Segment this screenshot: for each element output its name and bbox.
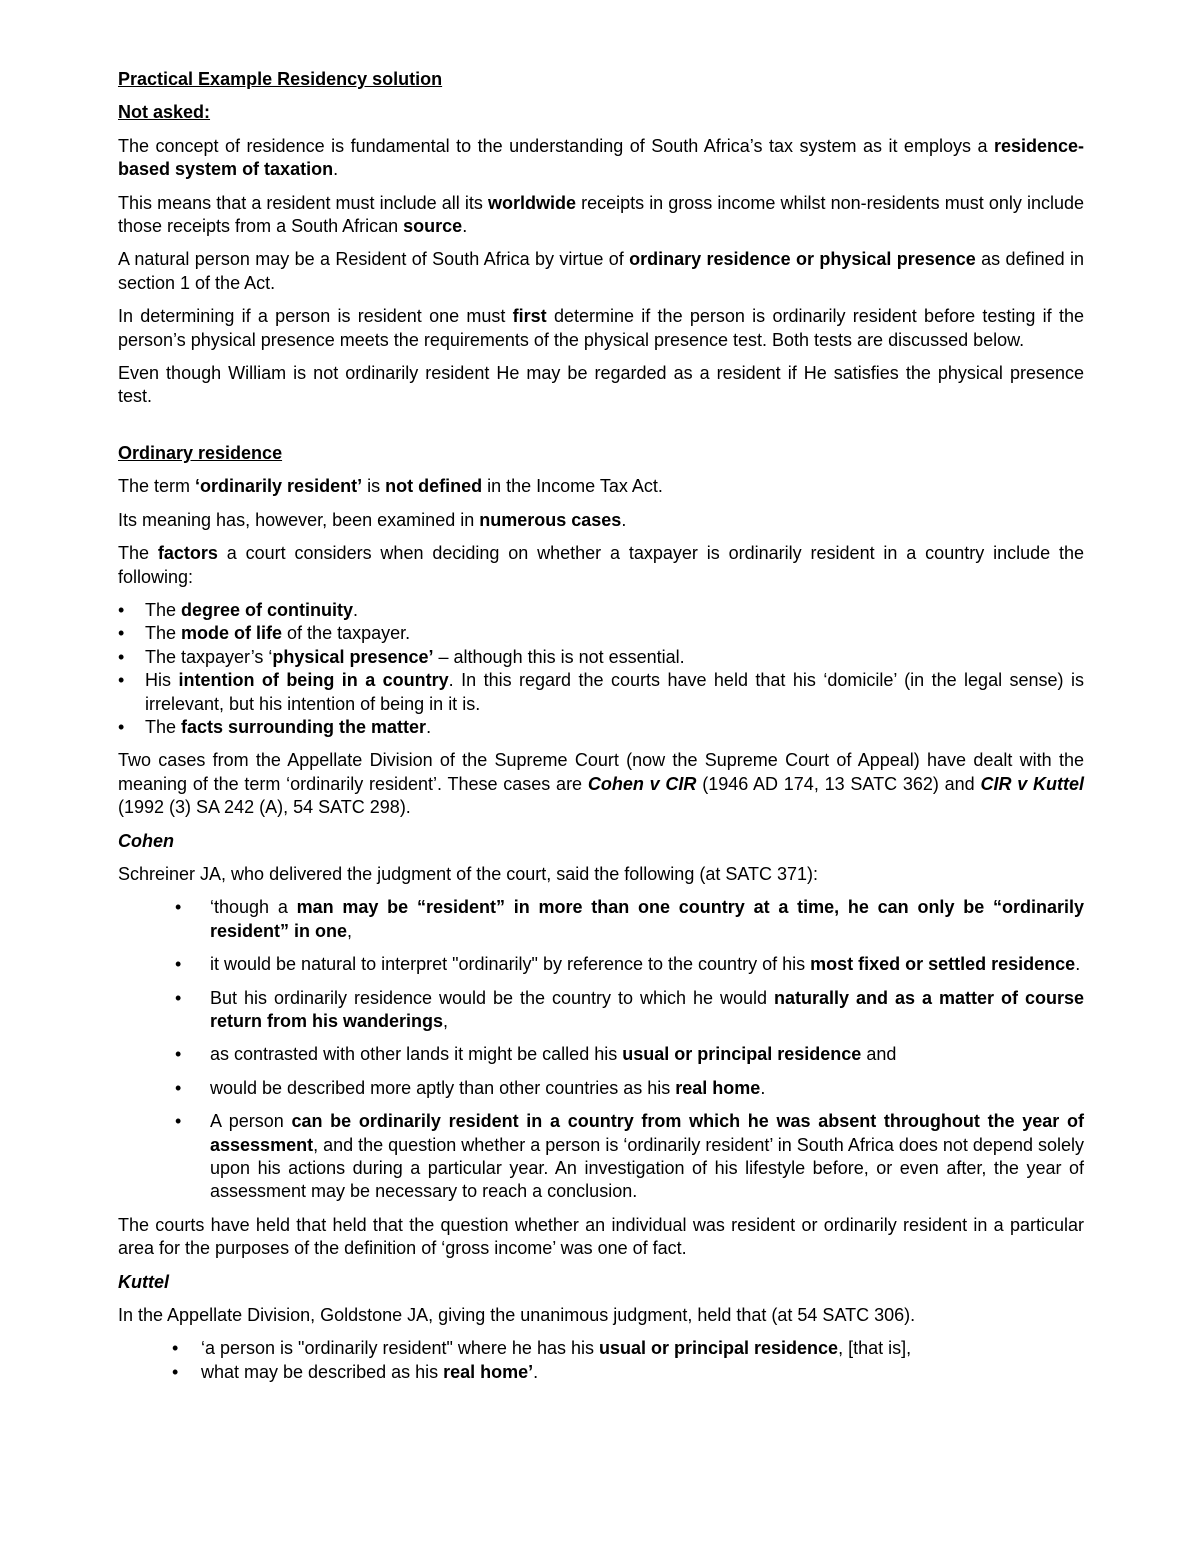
cohen-point-item: • A person can be ordinarily resident in a country from which he was absent throughout the year of assessment, and the question whether a person is ‘ordinarily resident’ in South Africa does not depend solely upon his actions during a particular year. An investigation of his lifestyle before, or even after, the year of assessment may be necessary to reach a conclusion.: [118, 1110, 1084, 1204]
intro-paragraph: The concept of residence is fundamental to the understanding of South Africa’s tax system as it employs a residence-based system of taxation.: [118, 135, 1084, 180]
not-asked-heading: Not asked:: [118, 102, 211, 123]
factor-list-item: • His intention of being in a country. In this regard the courts have held that his ‘domicile’ (in the legal sense) is irrelevant, but his intention of being in it is.: [118, 669, 1084, 716]
cohen-heading: Cohen: [118, 830, 174, 851]
intro-section: [118, 135, 1084, 409]
intro-paragraph: Even though William is not ordinarily resident He may be regarded as a resident if He satisfies the physical presence test.: [118, 363, 1084, 407]
factor-list-item: • The degree of continuity.: [118, 599, 1084, 622]
courts-paragraph: The courts have held that held that the question whether an individual was resident or ordinarily resident in a particular area for the purposes of the definition of ‘gross income’ was one of fact.: [118, 1214, 1084, 1259]
cohen-point-item: • would be described more aptly than other countries as his real home.: [118, 1077, 1084, 1100]
cohen-point-item: • ‘though a man may be “resident” in more than one country at a time, he can only be “ordinarily resident” in one,: [118, 896, 1084, 943]
kuttel-heading: Kuttel: [118, 1271, 169, 1292]
intro-paragraph: A natural person may be a Resident of South Africa by virtue of ordinary residence or physical presence as defined in section 1 of the Act.: [118, 249, 1084, 293]
cohen-points-list: [118, 896, 1084, 1203]
factors-list: [118, 599, 1084, 739]
cohen-point-item: • as contrasted with other lands it might be called his usual or principal residence and: [118, 1043, 1084, 1066]
factor-list-item: • The mode of life of the taxpayer.: [118, 622, 1084, 645]
ordinary-paragraph: Its meaning has, however, been examined in numerous cases.: [118, 509, 627, 530]
ordinary-paragraph: The factors a court considers when deciding on whether a taxpayer is ordinarily resident in a country include the following:: [118, 543, 1084, 587]
cohen-intro: Schreiner JA, who delivered the judgment of the court, said the following (at SATC 371):: [118, 863, 819, 884]
ordinary-residence-heading: Ordinary residence: [118, 442, 283, 463]
cohen-point-item: • it would be natural to interpret "ordinarily" by reference to the country of his most fixed or settled residence.: [118, 953, 1084, 976]
factor-list-item: • The facts surrounding the matter.: [118, 716, 1084, 739]
factor-list-item: • The taxpayer’s ‘physical presence’ – although this is not essential.: [118, 646, 1084, 669]
intro-paragraph: In determining if a person is resident one must first determine if the person is ordinarily resident before testing if the person’s physical presence meets the requirements of the physical presence test. Both tests are discussed below.: [118, 306, 1084, 350]
cases-paragraph: Two cases from the Appellate Division of the Supreme Court (now the Supreme Court of Appeal) have dealt with the meaning of the term ‘ordinarily resident’. These cases are Cohen v CIR (1946 AD 174, 13 SATC 362) and CIR v Kuttel (1992 (3) SA 242 (A), 54 SATC 298).: [118, 750, 1085, 818]
document-title: Practical Example Residency solution: [118, 69, 443, 89]
kuttel-intro: In the Appellate Division, Goldstone JA, giving the unanimous judgment, held that (at 54 SATC 306).: [118, 1305, 916, 1326]
kuttel-points-list: [118, 1337, 1084, 1384]
ordinary-paragraph: The term ‘ordinarily resident’ is not defined in the Income Tax Act.: [118, 476, 663, 497]
section-spacer: [118, 419, 1084, 442]
cohen-point-item: • But his ordinarily residence would be the country to which he would naturally and as a matter of course return from his wanderings,: [118, 987, 1084, 1034]
document-content: [118, 68, 1084, 1384]
intro-paragraph: This means that a resident must include all its worldwide receipts in gross income whilst non-residents must only include those receipts from a South African source.: [118, 192, 1084, 237]
kuttel-point-item: • what may be described as his real home’.: [118, 1361, 1084, 1384]
kuttel-point-item: • ‘a person is "ordinarily resident" where he has his usual or principal residence, [that is],: [118, 1337, 1084, 1360]
